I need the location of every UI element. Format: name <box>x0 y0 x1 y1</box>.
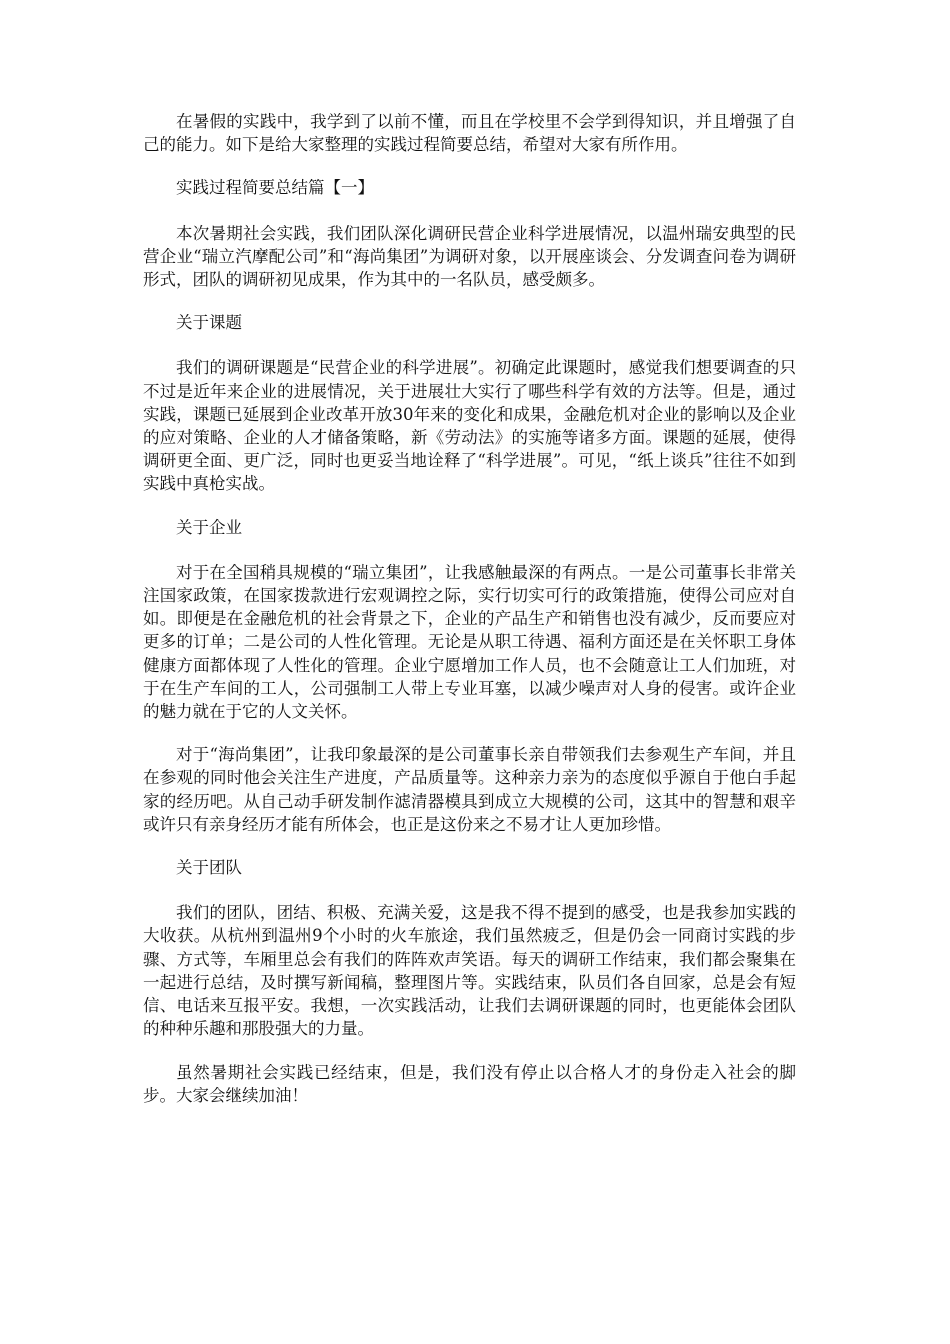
paragraph-6: 虽然暑期社会实践已经结束，但是，我们没有停止以合格人才的身份走入社会的脚步。大家会继续加油！ <box>143 1062 796 1105</box>
heading-topic: 关于课题 <box>176 313 242 333</box>
document-page <box>143 110 796 1127</box>
paragraph-2: 我们的调研课题是“民营企业的科学进展”。初确定此课题时，感觉我们想要调查的只不过是近年来企业的进展情况，关于进展壮大实行了哪些科学有效的方法等。但是，通过实践，课题已延展到企业改革开放30年来的变化和成果，金融危机对企业的影响以及企业的应对策略、企业的人才储备策略，新《劳动法》的实施等诸多方面。课题的延展，使得调研更全面、更广泛，同时也更妥当地诠释了“科学进展”。可见，“纸上谈兵”往往不如到实践中真枪实战。 <box>143 358 796 494</box>
intro-paragraph: 在暑假的实践中，我学到了以前不懂，而且在学校里不会学到得知识，并且增强了自己的能力。如下是给大家整理的实践过程简要总结，希望对大家有所作用。 <box>143 112 796 155</box>
heading-enterprise: 关于企业 <box>176 517 242 537</box>
paragraph-4: 对于“海尚集团”，让我印象最深的是公司董事长亲自带领我们去参观生产车间，并且在参观的同时他会关注生产进度，产品质量等。这种亲力亲为的态度似乎源自于他白手起家的经历吧。从自己动手研发制作滤清器模具到成立大规模的公司，这其中的智慧和艰辛或许只有亲身经历才能有所体会，也正是这份来之不易才让人更加珍惜。 <box>143 745 796 834</box>
section-title: 实践过程简要总结篇【一】 <box>176 178 374 198</box>
paragraph-5: 我们的团队，团结、积极、充满关爱，这是我不得不提到的感受，也是我参加实践的大收获。从杭州到温州9个小时的火车旅途，我们虽然疲乏，但是仍会一同商讨实践的步骤、方式等，车厢里总会有我们的阵阵欢声笑语。每天的调研工作结束，我们都会聚集在一起进行总结，及时撰写新闻稿，整理图片等。实践结束，队员们各自回家，总是会有短信、电话来互报平安。我想，一次实践活动，让我们去调研课题的同时，也更能体会团队的种种乐趣和那股强大的力量。 <box>143 903 796 1039</box>
paragraph-3: 对于在全国稍具规模的“瑞立集团”，让我感触最深的有两点。一是公司董事长非常关注国家政策，在国家拨款进行宏观调控之际，实行切实可行的政策措施，使得公司应对自如。即便是在金融危机的社会背景之下，企业的产品生产和销售也没有减少，反而要应对更多的订单；二是公司的人性化管理。无论是从职工待遇、福利方面还是在关怀职工身体健康方面都体现了人性化的管理。企业宁愿增加工作人员，也不会随意让工人们加班，对于在生产车间的工人，公司强制工人带上专业耳塞，以减少噪声对人身的侵害。或许企业的魅力就在于它的人文关怀。 <box>143 562 796 722</box>
paragraph-1: 本次暑期社会实践，我们团队深化调研民营企业科学进展情况，以温州瑞安典型的民营企业“瑞立汽摩配公司”和“海尚集团”为调研对象，以开展座谈会、分发调查问卷为调研形式，团队的调研初见成果，作为其中的一名队员，感受颇多。 <box>143 223 796 290</box>
heading-team: 关于团队 <box>176 858 242 878</box>
